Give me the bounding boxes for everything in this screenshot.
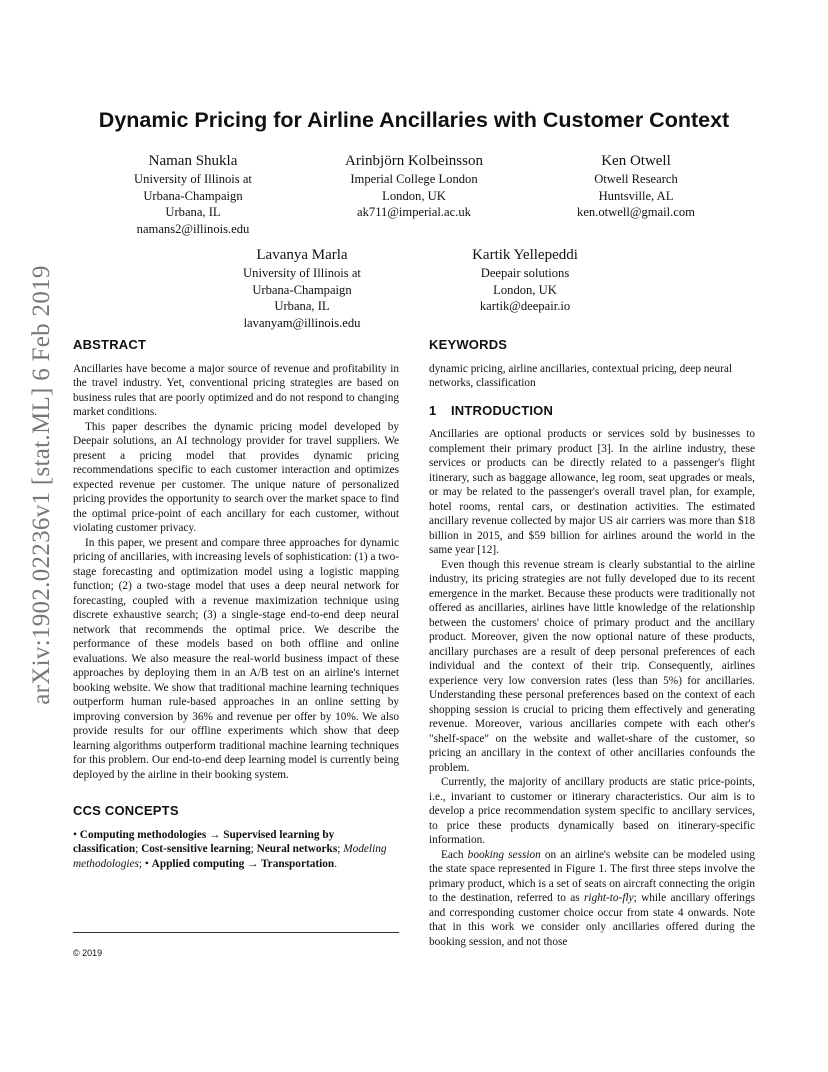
keywords-heading: KEYWORDS <box>429 337 508 352</box>
section-title: INTRODUCTION <box>451 402 554 418</box>
abstract-paragraph: Ancillaries have become a major source of revenue and profitability in the travel industry. Yet, conventional pricing strategies are based on business rules that are poorly optimized and do not respond to changing market conditions. <box>73 362 399 418</box>
separator: . <box>334 857 338 870</box>
text-run: ; while ancillary offerings and corresponding customer choice occur from state 4 onwards. Note that in this work we consider only ancillaries offered during the booking session, and not those <box>429 892 755 948</box>
section-number: 1 <box>429 402 437 418</box>
ccs-concepts-text <box>73 828 399 872</box>
arxiv-id-text: arXiv:1902.02236v1 [stat.ML] 6 Feb 2019 <box>28 265 55 705</box>
text-run: on an airline's website can be modeled using the state space represented in Figure 1. The first three steps involve the primary product, which is a set of seats on aircraft connecting the origin to the destination, referred to as <box>429 848 755 904</box>
author-block <box>445 246 605 315</box>
keywords-text: dynamic pricing, airline ancillaries, contextual pricing, deep neural networks, classification <box>429 362 733 389</box>
author-name: Naman Shukla <box>148 153 238 169</box>
author-affiliation: Imperial College London <box>350 172 478 186</box>
author-affiliation: Urbana-Champaign <box>252 282 352 297</box>
text-run: Each <box>441 848 468 861</box>
paper-title: Dynamic Pricing for Airline Ancillaries with Customer Context <box>98 108 730 132</box>
arxiv-side-label <box>22 265 62 705</box>
author-block <box>556 152 716 221</box>
abstract-paragraph: In this paper, we present and compare three approaches for dynamic pricing of ancillaries, with increasing levels of sophistication: (1) a two-stage forecasting and optimization model using a logistic mapping function; (2) a two-stage model that uses a deep neural network for forecasting, coupled with a revenue maximization technique using discrete exhaustive search; (3) a single-stage end-to-end deep neural network that recommends the optimal price. We describe the performance of these models based on both offline and online evaluations. We also measure the real-world business impact of these approaches by deploying them in an A/B test on an airline's internet booking website. We show that traditional machine learning techniques outperform human rule-based approaches in an online setting by improving conversion by 36% and revenue per offer by 10%. We also provide results for our offline experiments which show that deep learning algorithms outperform traditional machine learning techniques for this problem. Our end-to-end deep learning model is currently being deployed by the airline in their booking system. <box>73 536 399 781</box>
body-paragraph <box>429 848 755 950</box>
author-affiliation: University of Illinois at <box>134 172 252 186</box>
author-name: Kartik Yellepeddi <box>472 247 578 263</box>
text-run: right-to-fly <box>584 892 634 904</box>
author-location: London, UK <box>493 282 557 297</box>
text-run: booking session <box>467 848 541 861</box>
abstract-heading: ABSTRACT <box>73 337 147 352</box>
separator: ; <box>138 857 145 870</box>
body-paragraph: Even though this revenue stream is clearly substantial to the airline industry, its pricing strategies are not fully developed due to its recent emergence in the market. Because these products were traditionally not offered as ancillaries, airlines have little knowledge of the relationship between the customers' choice of primary product and the ancillary product. Moreover, given the now optional nature of these products, ancillary purchases are a result of deep personal preferences of each individual and the context of their trip. Consequently, airlines experience very low conversion rates (less than 5%) for ancillaries. Understanding these personal preferences based on the context of each shopping session is crucial to pricing them effectively and generating revenue. Moreover, various ancillaries compete with each other's "shelf-space" on the website and wallet-share of the customer, so pricing an ancillary in the context of other ancillaries confounds the problem. <box>429 558 755 774</box>
ccs-heading: CCS CONCEPTS <box>73 803 179 818</box>
left-column <box>73 338 399 871</box>
separator: ; <box>135 843 142 855</box>
author-block <box>222 246 382 331</box>
author-name: Lavanya Marla <box>256 247 348 263</box>
copyright-notice: © 2019 <box>73 948 103 958</box>
right-column <box>429 338 755 949</box>
body-paragraph: Ancillaries are optional products or services sold by businesses to complement their primary product [3]. In the airline industry, these services or products can be directly related to a passenger's flight itinerary, such as baggage allowance, leg room, seat upgrades or meals, or may be related to the passenger's overall travel plan, for example, hotel rooms, rental cars, or destination activities. The estimated ancillary revenue collected by major US air carriers was more than $18 billion in 2015, and $59 billion for airlines around the world in the same year [12]. <box>429 428 755 556</box>
author-name: Arinbjörn Kolbeinsson <box>345 153 483 169</box>
author-email[interactable]: lavanyam@illinois.edu <box>243 315 361 330</box>
author-email[interactable]: namans2@illinois.edu <box>136 221 250 236</box>
author-email[interactable]: ken.otwell@gmail.com <box>577 205 695 219</box>
author-location: London, UK <box>382 188 446 203</box>
ccs-term: Modeling methodologies <box>73 843 387 870</box>
author-affiliation: Urbana-Champaign <box>143 188 243 203</box>
author-location: Urbana, IL <box>165 205 221 219</box>
author-block <box>324 152 504 221</box>
footnote-rule <box>73 932 399 933</box>
ccs-term: Neural networks <box>256 843 338 855</box>
bullet: • <box>73 828 77 841</box>
author-location: Huntsville, AL <box>598 188 674 203</box>
ccs-term: Cost-sensitive learning <box>141 843 251 855</box>
author-email[interactable]: kartik@deepair.io <box>479 299 571 313</box>
author-affiliation: University of Illinois at <box>243 266 361 280</box>
ccs-term: Applied computing → Transportation <box>151 857 335 870</box>
author-affiliation: Deepair solutions <box>480 266 570 280</box>
abstract-paragraph: This paper describes the dynamic pricing model developed by Deepair solutions, an AI technology provider for travel suppliers. We present a pricing model that provides dynamic pricing recommendations specific to each customer interaction and optimizes expected revenue per customer. The unique nature of personalized pricing provides the opportunity to search over the market space to find the optimal price-point of each ancillary for each customer, without violating customer privacy. <box>73 420 399 534</box>
author-name: Ken Otwell <box>601 153 671 169</box>
body-paragraph: Currently, the majority of ancillary products are static price-points, i.e., invariant to customer or itinerary characteristics. Our aim is to develop a price recommendation system specific to ancillary services, to price these products dynamically based on itinerary-specific information. <box>429 776 755 846</box>
author-email[interactable]: ak711@imperial.ac.uk <box>357 205 471 219</box>
bullet: • <box>144 857 149 870</box>
author-affiliation: Otwell Research <box>594 172 678 186</box>
section-heading <box>429 404 755 419</box>
separator: ; <box>337 843 344 855</box>
author-location: Urbana, IL <box>274 299 330 313</box>
separator: ; <box>250 843 257 855</box>
ccs-term: Computing methodologies → Supervised learning by classification <box>73 828 335 855</box>
author-block <box>113 152 273 237</box>
